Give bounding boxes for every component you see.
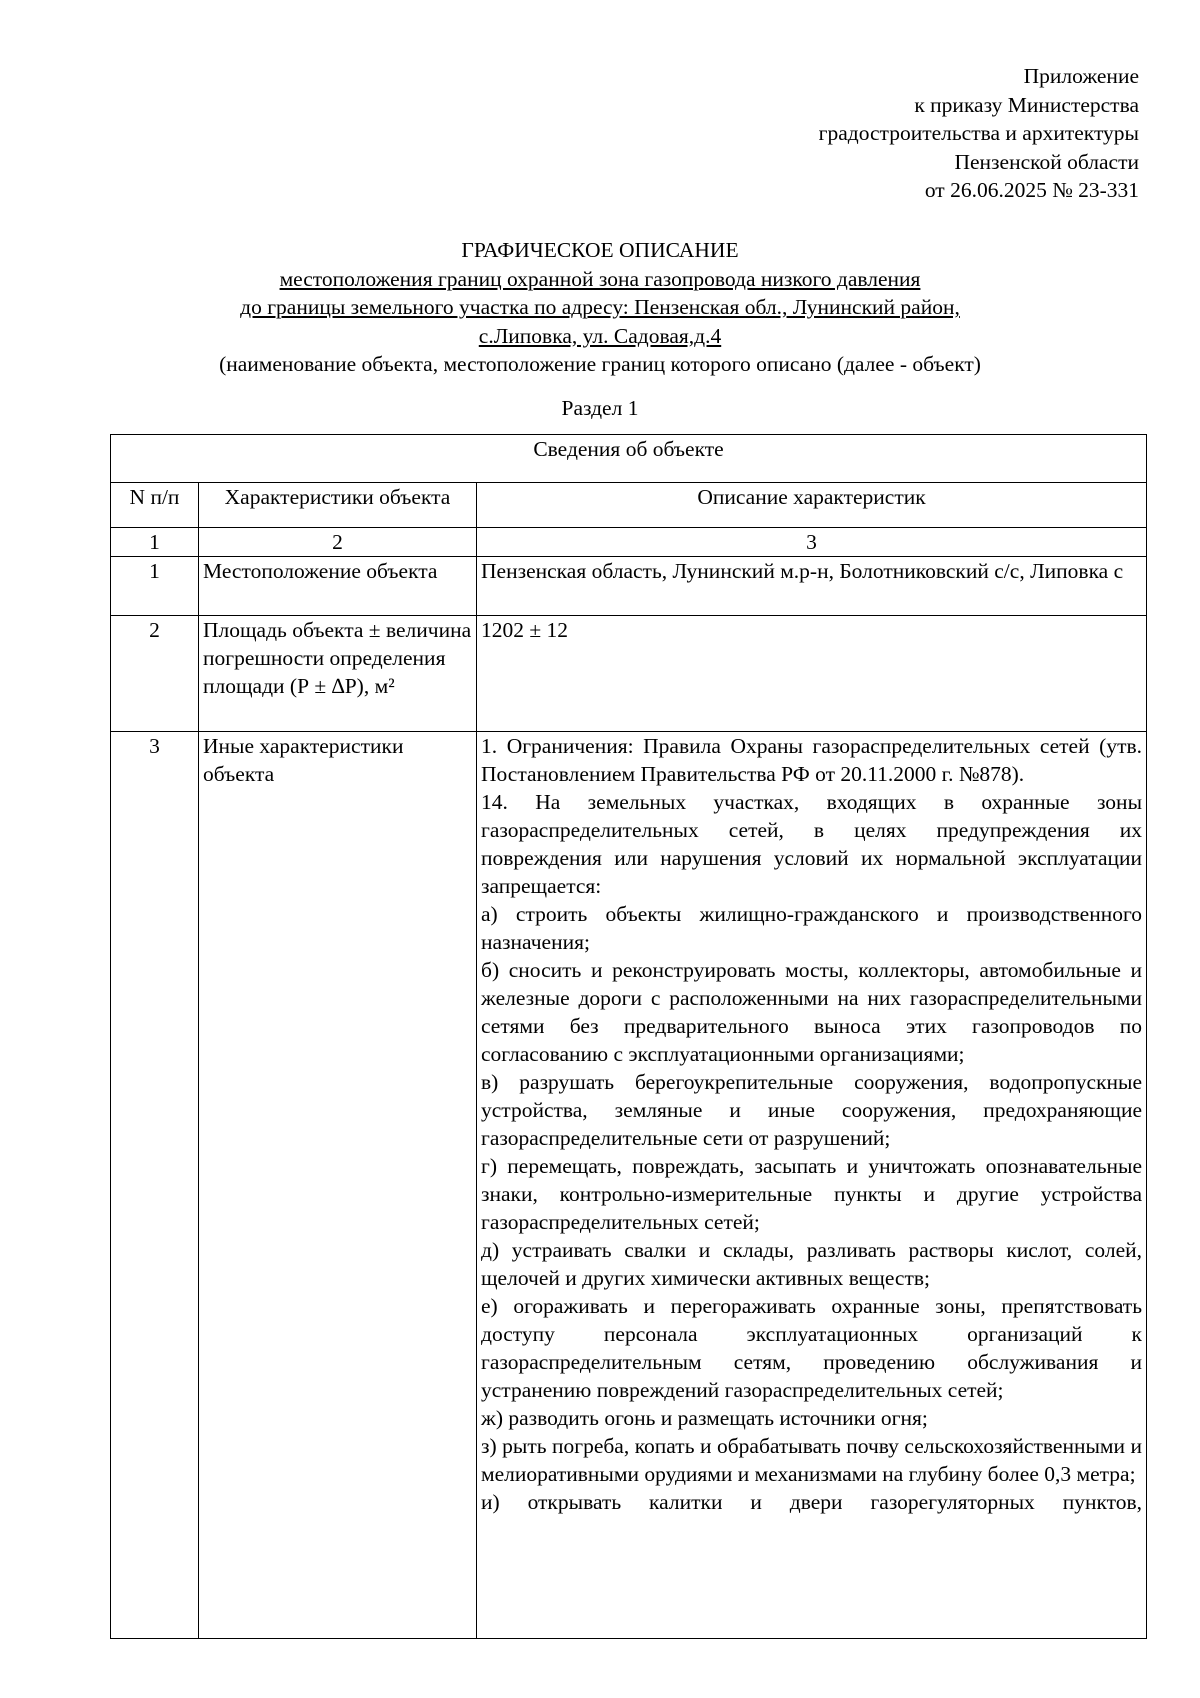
object-name-line: с.Липовка, ул. Садовая,д.4: [478, 323, 722, 348]
table-caption: Сведения об объекте: [111, 435, 1147, 483]
row-number: 3: [111, 732, 199, 1639]
table-caption-row: [111, 435, 1147, 483]
row-description: Пензенская область, Лунинский м.р-н, Болотниковский с/с, Липовка с: [477, 557, 1147, 616]
row-number: 2: [111, 616, 199, 732]
column-number: 3: [477, 528, 1147, 557]
document-heading: [100, 236, 1100, 379]
restriction-paragraph: а) строить объекты жилищно-гражданского и производственного назначения;: [481, 902, 1143, 954]
restriction-paragraph: и) открывать калитки и двери газорегуляторных пунктов,: [481, 1490, 1143, 1514]
object-name-caption: (наименование объекта, местоположение границ которого описано (далее - объект): [219, 352, 981, 376]
object-name-line: местоположения границ охранной зона газопровода низкого давления: [279, 266, 921, 291]
appendix-line: Приложение: [1023, 64, 1139, 88]
row-description: [477, 732, 1147, 1639]
appendix-line: Пензенской области: [954, 149, 1139, 174]
restriction-paragraph: д) устраивать свалки и склады, разливать растворы кислот, солей, щелочей и других химически активных веществ;: [481, 1238, 1143, 1290]
column-number-row: [111, 528, 1147, 557]
row-characteristic: Площадь объекта ± величина погрешности определения площади (Р ± ∆Р), м²: [199, 616, 477, 732]
row-number: 1: [111, 557, 199, 616]
object-name-line: до границы земельного участка по адресу: Пензенская обл., Лунинский район,: [240, 295, 960, 319]
appendix-line: к приказу Министерства: [914, 92, 1139, 117]
appendix-line: градостроительства и архитектуры: [818, 121, 1139, 145]
column-header-description: Описание характеристик: [477, 483, 1147, 528]
section-label: Раздел 1: [561, 396, 639, 420]
table-row: [111, 616, 1147, 732]
appendix-order-line: от 26.06.2025 № 23-331: [924, 178, 1139, 202]
restriction-paragraph: 1. Ограничения: Правила Охраны газораспределительных сетей (утв. Постановлением Правительства РФ от 20.11.2000 г. №878).: [481, 734, 1143, 786]
column-number: 2: [199, 528, 477, 557]
restriction-paragraph: з) рыть погреба, копать и обрабатывать почву сельскохозяйственными и мелиоративными орудиями и механизмами на глубину более 0,3 метра;: [481, 1434, 1143, 1486]
restriction-paragraph: е) огораживать и перегораживать охранные зоны, препятствовать доступу персонала эксплуатационных организаций к газораспределительным сетям, проведению обслуживания и устранению повреждений газораспределительных сетей;: [481, 1294, 1143, 1402]
table-row: [111, 732, 1147, 1639]
restriction-paragraph: 14. На земельных участках, входящих в охранные зоны газораспределительных сетей, в целях предупреждения их повреждения или нарушения условий их нормальной эксплуатации запрещается:: [481, 790, 1143, 898]
restriction-paragraph: ж) разводить огонь и размещать источники огня;: [481, 1406, 928, 1430]
row-description: 1202 ± 12: [477, 616, 1147, 732]
restriction-paragraph: г) перемещать, повреждать, засыпать и уничтожать опознавательные знаки, контрольно-измерительные пункты и другие устройства газораспределительных сетей;: [481, 1154, 1143, 1234]
restriction-paragraph: б) сносить и реконструировать мосты, коллекторы, автомобильные и железные дороги с расположенными на них газораспределительными сетями без предварительного выноса этих газопроводов по согласованию с эксплуатационными организациями;: [481, 958, 1143, 1066]
table-header-row: [111, 483, 1147, 528]
row-characteristic: Иные характеристики объекта: [199, 732, 477, 1639]
column-number: 1: [111, 528, 199, 557]
column-header-number: N п/п: [111, 483, 199, 528]
appendix-block: [819, 62, 1139, 205]
row-characteristic: Местоположение объекта: [199, 557, 477, 616]
table-row: [111, 557, 1147, 616]
object-info-table: [110, 434, 1147, 1639]
document-title: ГРАФИЧЕСКОЕ ОПИСАНИЕ: [461, 238, 739, 262]
restriction-paragraph: в) разрушать берегоукрепительные сооружения, водопропускные устройства, земляные и иные сооружения, предохраняющие газораспределительные сети от разрушений;: [481, 1070, 1143, 1150]
column-header-characteristic: Характеристики объекта: [199, 483, 477, 528]
